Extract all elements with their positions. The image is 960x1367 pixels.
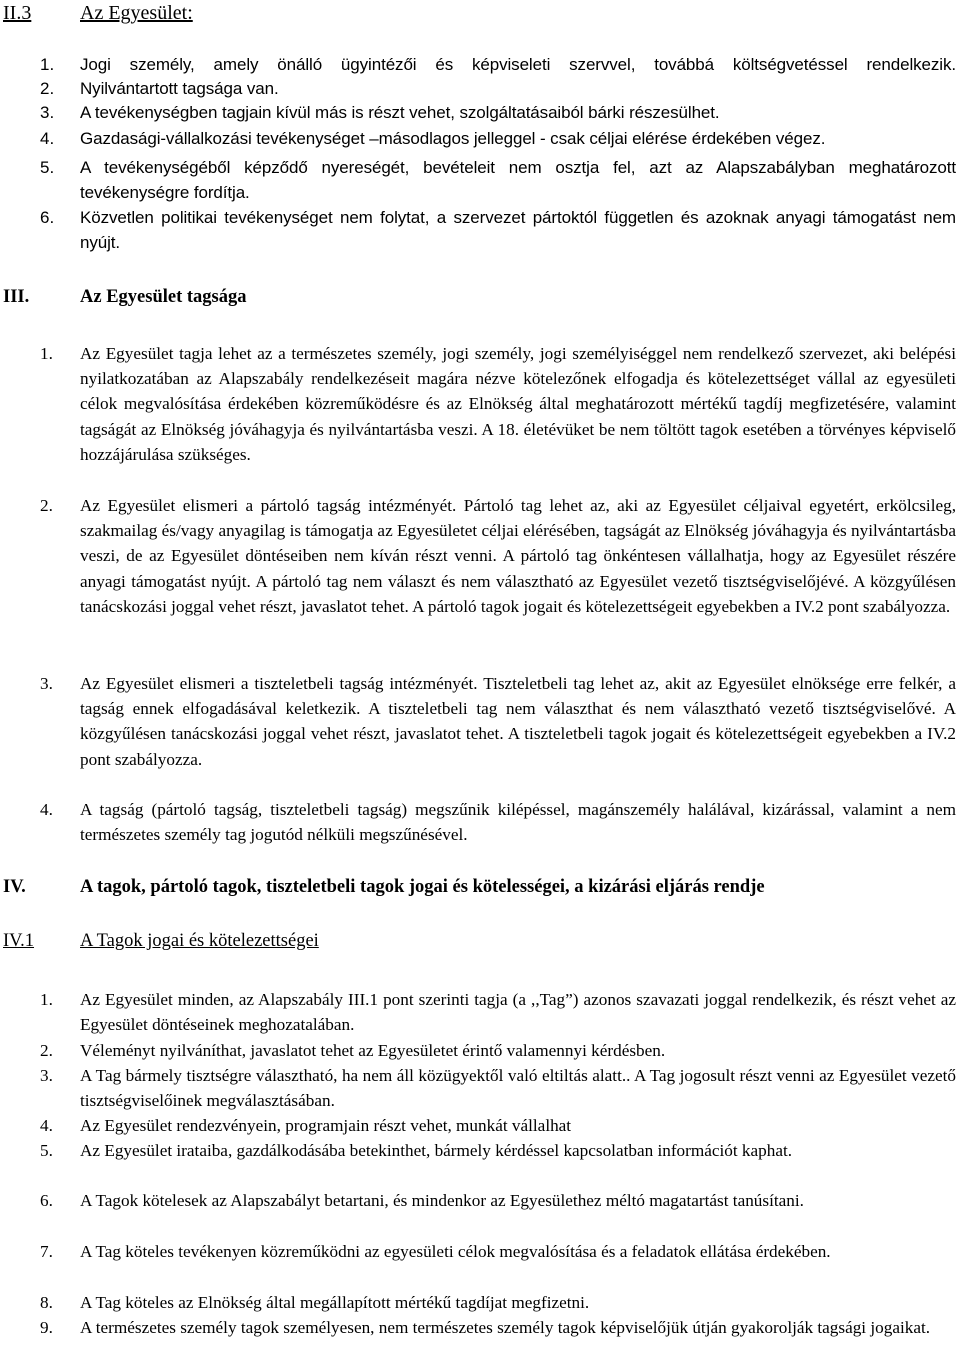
section-title: A Tagok jogai és kötelezettségei (80, 931, 319, 951)
list-item-number: 2. (40, 79, 55, 98)
list-item-number: 5. (40, 158, 55, 177)
list-item-text: Gazdasági-vállalkozási tevékenységet –másodlagos jelleggel - csak céljai elérése érdekében végez. (80, 129, 826, 148)
list-item-text: A Tag köteles az Elnökség által megállapított mértékű tagdíjat megfizetni. (80, 1293, 590, 1312)
list-item-text: Jogi személy, amely önálló ügyintézői és képviseleti szervvel, továbbá költségvetéssel rendelkezik. (80, 55, 956, 74)
list-item-text: Közvetlen politikai tevékenységet nem folytat, a szervezet pártoktól független és azoknak anyagi támogatást nem nyújt. (80, 208, 956, 252)
list-item-text: Az Egyesület elismeri a pártoló tagság intézményét. Pártoló tag lehet az, aki az Egyesület céljaival egyetért, erkölcsileg, szakmailag és/vagy anyagilag is támogatja az Egyesületet céljai elérésében, tagságát az Elnökség jóváhagyja és nyilvántartásba veszi, de az Egyesület döntéseiben nem kíván részt venni. A pártoló tag önkéntesen vállalhatja, hogy az Egyesület részére anyagi támogatást nyújt. A pártoló tag nem választ és nem választható az Egyesület vezető tisztségviselőjévé. A közgyűlésen tanácskozási joggal vehet részt, javaslatot tehet. A pártoló tagok jogait és kötelezettségeit egyebekben a IV.2 pont szabályozza. (80, 496, 956, 616)
list-item-number: 3. (40, 103, 55, 122)
section-number: IV. (3, 877, 26, 897)
list-item-number: 8. (40, 1293, 53, 1312)
list-item-number: 6. (40, 208, 55, 227)
section-number: II.3 (3, 2, 32, 24)
section-number: III. (3, 287, 30, 307)
list-item-number: 3. (40, 1066, 53, 1085)
list-item-text: A Tagok kötelesek az Alapszabályt betartani, és mindenkor az Egyesülethez méltó magatartást tanúsítani. (80, 1191, 804, 1210)
list-item-number: 1. (40, 55, 55, 74)
list-item-number: 4. (40, 800, 53, 819)
list-item-number: 1. (40, 344, 53, 363)
list-item-text: Véleményt nyilváníthat, javaslatot tehet az Egyesületet érintő valamennyi kérdésben. (80, 1041, 666, 1060)
list-item-text: Az Egyesület elismeri a tiszteletbeli tagság intézményét. Tiszteletbeli tag lehet az, akit az Egyesület elnöksége erre felkér, a tagság ennek elfogadásával keletkezik. A tiszteletbeli tag nem választhat és nem választható vezető tisztségviselővé. A közgyűlésen tanácskozási joggal vehet részt, javaslatot tehet. A tiszteletbeli tagok jogait és kötelezettségeit egyebekben a IV.2 pont szabályozza. (80, 674, 956, 769)
list-item-number: 5. (40, 1141, 53, 1160)
list-item-text: A Tag bármely tisztségre választható, ha nem áll közügyektől való eltiltás alatt.. A Tag jogosult részt venni az Egyesület vezető tisztségviselőinek megválasztásában. (80, 1066, 956, 1111)
list-item-text: Az Egyesület minden, az Alapszabály III.1 pont szerinti tagja (a ,,Tag”) azonos szavazati joggal rendelkezik, és részt vehet az Egyesület döntéseinek meghozatalában. (80, 990, 956, 1035)
list-item-text: A Tag köteles tevékenyen közreműködni az egyesületi célok megvalósítása és a feladatok ellátása érdekében. (80, 1242, 831, 1261)
section-title: Az Egyesület: (80, 2, 193, 24)
list-item-number: 1. (40, 990, 53, 1009)
section-number: IV.1 (3, 931, 35, 951)
list-item-text: A tevékenységben tagjain kívül más is részt vehet, szolgáltatásaiból bárki részesülhet. (80, 103, 720, 122)
list-item-number: 2. (40, 1041, 53, 1060)
section-title: A tagok, pártoló tagok, tiszteletbeli tagok jogai és kötelességei, a kizárási eljárás rendje (80, 877, 765, 897)
list-item-number: 4. (40, 1116, 53, 1135)
list-item-number: 3. (40, 674, 53, 693)
list-item-text: Az Egyesület irataiba, gazdálkodásába betekinthet, bármely kérdéssel kapcsolatban információt kaphat. (80, 1141, 793, 1160)
list-item-number: 9. (40, 1318, 53, 1337)
list-item-number: 7. (40, 1242, 53, 1261)
list-item-number: 6. (40, 1191, 53, 1210)
list-item-number: 2. (40, 496, 53, 515)
section-title: Az Egyesület tagsága (80, 287, 247, 307)
list-item-text: Az Egyesület rendezvényein, programjain részt vehet, munkát vállalhat (80, 1116, 572, 1135)
list-item-text: A tevékenységéből képződő nyereségét, bevételeit nem osztja fel, azt az Alapszabályban meghatározott tevékenységre fordítja. (80, 158, 956, 202)
list-item-number: 4. (40, 129, 55, 148)
list-item-text: A tagság (pártoló tagság, tiszteletbeli tagság) megszűnik kilépéssel, magánszemély halálával, kizárással, valamint a nem természetes személy tag jogutód nélküli megszűnésével. (80, 800, 956, 845)
list-item-text: A természetes személy tagok személyesen, nem természetes személy tagok képviselőjük útján gyakorolják tagsági jogaikat. (80, 1318, 931, 1337)
list-item-text: Az Egyesület tagja lehet az a természetes személy, jogi személy, jogi személyiséggel nem rendelkező szervezet, aki belépési nyilatkozatában az Alapszabály rendelkezéseit magára nézve kötelezőnek elfogadja és kötelezettséget vállal az egyesületi célok megvalósítása érdekében közreműködésre és az Elnökség által meghatározott mértékű tagdíj megfizetésére, valamint tagságát az Elnökség jóváhagyja és nyilvántartásba veszi. A 18. életévüket be nem töltött tagok esetében a törvényes képviselő hozzájárulása szükséges. (80, 344, 956, 464)
list-item-text: Nyilvántartott tagsága van. (80, 79, 279, 98)
